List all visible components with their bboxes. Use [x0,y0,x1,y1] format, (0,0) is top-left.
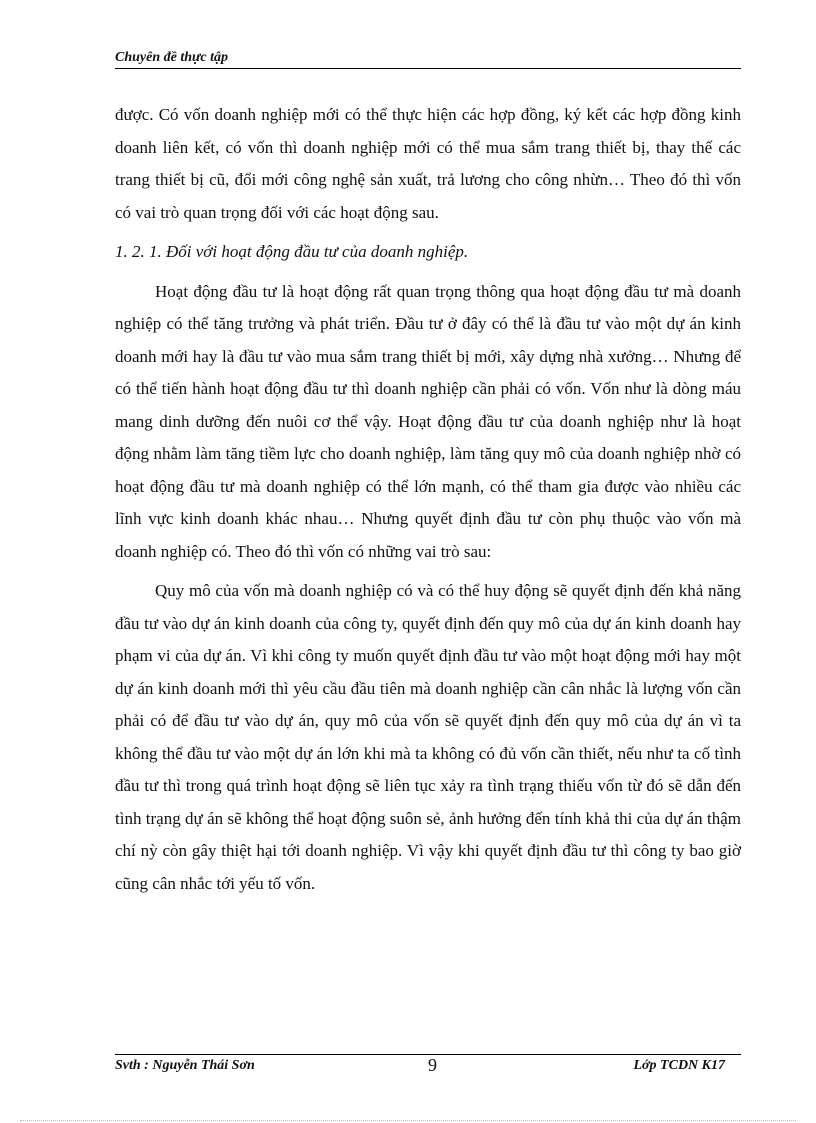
paragraph-2: Hoạt động đầu tư là hoạt động rất quan trọng thông qua hoạt động đầu tư mà doanh nghiệp có thể tăng trưởng và phát triển. Đầu tư ở đây có thể là đầu tư vào một dự án kinh doanh mới hay là đầu tư vào mua sắm trang thiết bị mới, xây dựng nhà xưởng… Nhưng để có thể tiến hành hoạt động đầu tư thì doanh nghiệp cần phải có vốn. Vốn như là dòng máu mang dinh dưỡng đến nuôi cơ thể vậy. Hoạt động đầu tư của doanh nghiệp như là hoạt động nhằm làm tăng tiềm lực cho doanh nghiệp, làm tăng quy mô của doanh nghiệp nhờ có hoạt động đầu tư mà doanh nghiệp có thể lớn mạnh, có thể tham gia được vào nhiều các lĩnh vực kinh doanh khác nhau… Nhưng quyết định đầu tư còn phụ thuộc vào vốn mà doanh nghiệp có. Theo đó thì vốn có những vai trò sau: [115,281,741,561]
page-bottom-dotted-line [20,1120,796,1121]
page-footer [115,1054,741,1077]
paragraph-3: Quy mô của vốn mà doanh nghiệp có và có thể huy động sẽ quyết định đến khả năng đầu tư vào dự án kinh doanh của công ty, quyết định đến quy mô của dự án kinh doanh hay phạm vi của dự án. Vì khi công ty muốn quyết định đầu tư vào một hoạt động mới hay một dự án kinh doanh mới thì yêu cầu đầu tiên mà doanh nghiệp cần cân nhắc là lượng vốn cần phải có để đầu tư vào dự án, quy mô của vốn sẽ quyết định đến quy mô của dự án vì ta không thể đầu tư vào một dự án lớn khi mà ta không có đủ vốn cần thiết, nếu như ta cố tình đầu tư thì trong quá trình hoạt động sẽ liên tục xảy ra tình trạng thiếu vốn từ đó sẽ dẫn đến tình trạng dự án sẽ không thể hoạt động suôn sẻ, ảnh hưởng đến tính khả thi của dự án thậm chí nỳ còn gây thiệt hại tới doanh nghiệp. Vì vậy khi quyết định đầu tư thì công ty bao giờ cũng cân nhắc tới yếu tố vốn. [115,581,741,893]
footer-class: Lớp TCDN K17 [633,1058,725,1073]
footer-author: Svth : Nguyễn Thái Sơn [115,1058,255,1073]
page-header [115,50,741,69]
page-number: 9 [428,1055,437,1075]
section-heading: 1. 2. 1. Đối với hoạt động đầu tư của doanh nghiệp. [115,242,469,261]
paragraph-1: được. Có vốn doanh nghiệp mới có thể thực hiện các hợp đồng, ký kết các hợp đồng kinh doanh liên kết, có vốn thì doanh nghiệp mới có thể mua sắm trang thiết bị, thay thế các trang thiết bị cũ, đổi mới công nghệ sản xuất, trả lương cho công nhừn… Theo đó thì vốn có vai trò quan trọng đối với các hoạt động sau. [115,105,741,222]
header-title: Chuyên đề thực tập [115,50,229,65]
header-rule [115,68,741,69]
document-body [115,99,741,900]
